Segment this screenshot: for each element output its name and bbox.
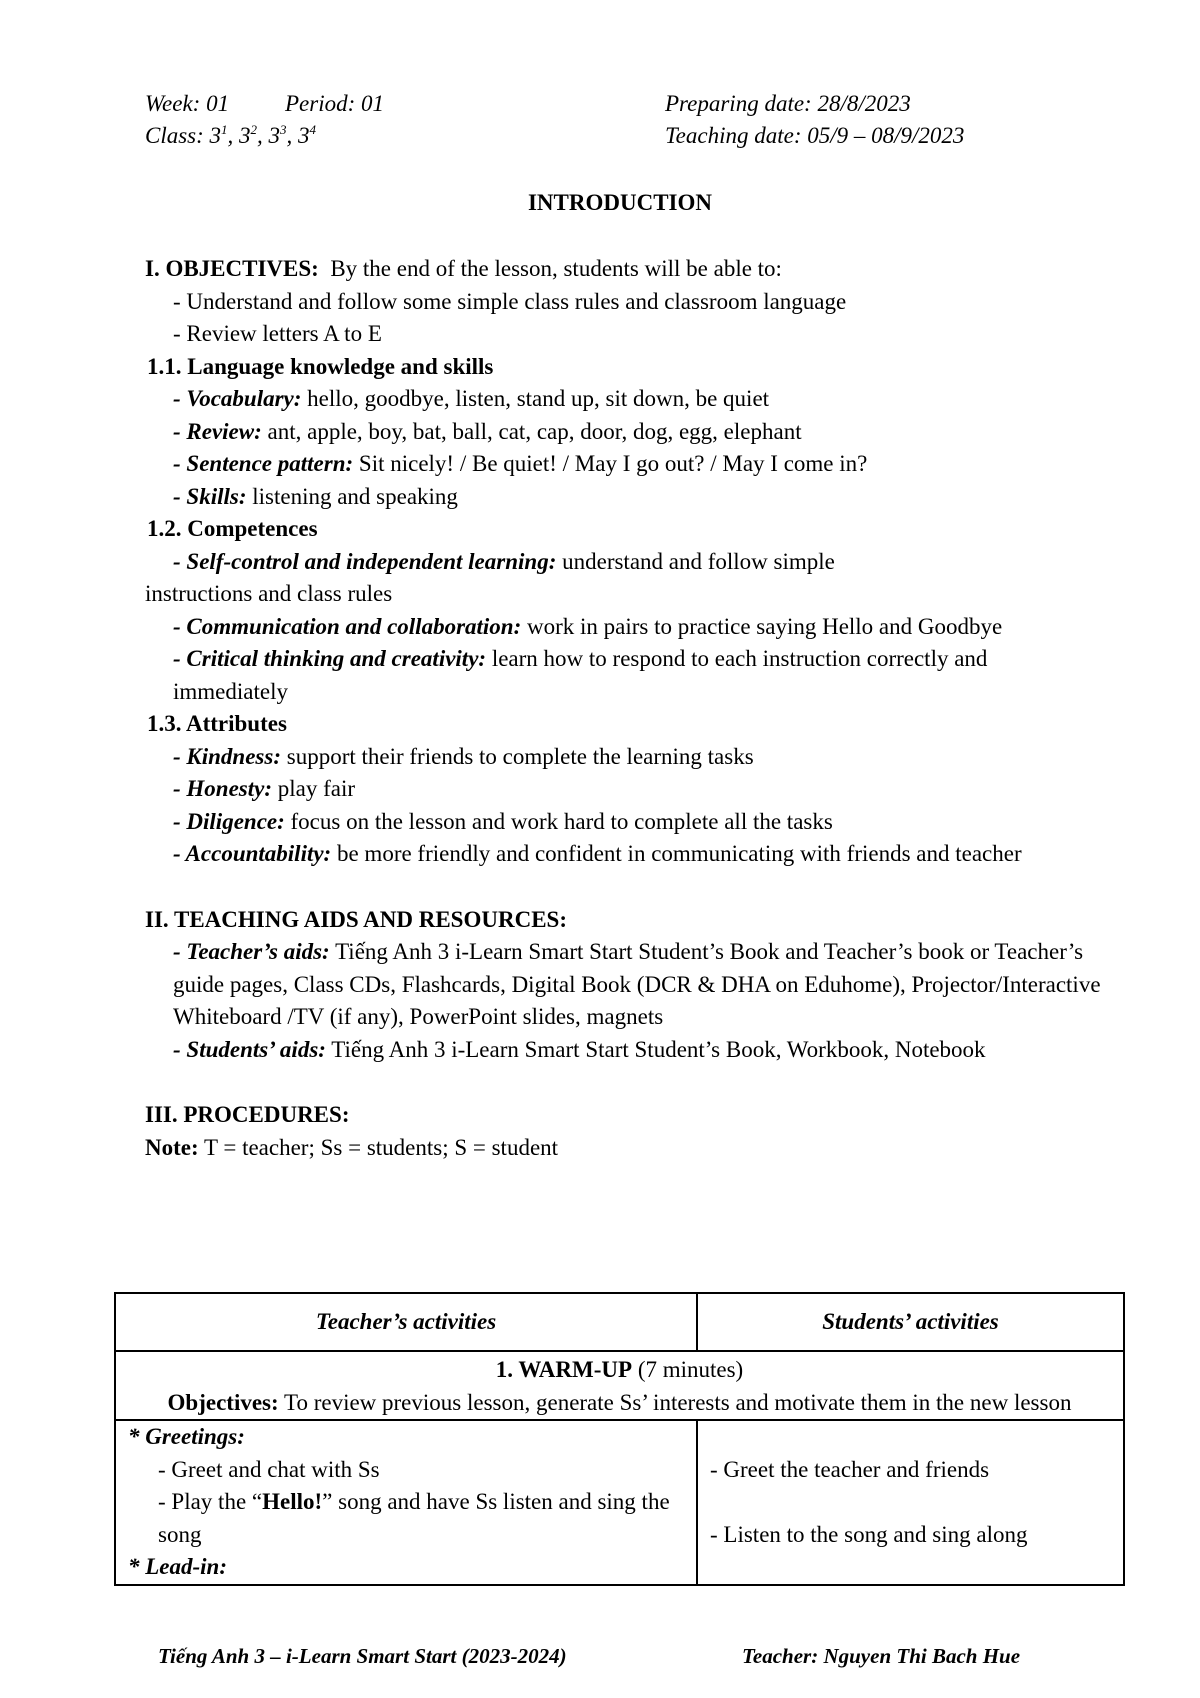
- song-name: Hello!: [262, 1489, 323, 1514]
- warmup-time: (7 minutes): [632, 1357, 744, 1382]
- s13-item: [145, 838, 1113, 871]
- s12-item-label: - Communication and collaboration:: [173, 613, 522, 639]
- s11-item: [145, 448, 1105, 481]
- s13-item-label: - Diligence:: [173, 808, 285, 834]
- s13-item-text: support their friends to complete the learning tasks: [281, 743, 754, 769]
- s13-item-label: - Kindness:: [173, 743, 281, 769]
- preparing-date: Preparing date: 28/8/2023: [665, 91, 911, 116]
- s12-item-label: - Critical thinking and creativity:: [173, 646, 487, 671]
- teacher-activities-cell: [115, 1420, 697, 1585]
- s11-item-text: Sit nicely! / Be quiet! / May I go out? / May I come in?: [353, 451, 868, 476]
- table-header-row: [115, 1293, 1124, 1351]
- s11-item: [145, 481, 1105, 514]
- objectives-heading: I. OBJECTIVES:: [145, 256, 319, 281]
- s12-item-3: [145, 643, 1053, 708]
- students-aids: [145, 1034, 1103, 1067]
- period-label: Period: 01: [285, 91, 385, 116]
- procedures-table: [114, 1292, 1125, 1586]
- s13-item: [145, 806, 1105, 839]
- student-activity-item: - Greet the teacher and friends: [710, 1456, 990, 1482]
- teaching-date: Teaching date: 05/9 – 08/9/2023: [665, 123, 965, 148]
- table-row: [115, 1420, 1124, 1585]
- teacher-aids-text: Tiếng Anh 3 i-Learn Smart Start Student’s Book and Teacher’s book or Teacher’s guide pages, Class CDs, Flashcards, Digital Book (DCR & DHA on Eduhome), Projector/Interactive Whiteboard /TV (if any), PowerPoint slides, magnets: [173, 939, 1101, 1029]
- s12-item-text: work in pairs to practice saying Hello and Goodbye: [521, 613, 1003, 639]
- s11-item-label: - Skills:: [173, 483, 247, 509]
- students-activities-header: Students’ activities: [697, 1293, 1124, 1351]
- document-body: [145, 253, 1105, 1164]
- s13-item-label: - Honesty:: [173, 776, 273, 801]
- t-item-post: ” song and have Ss listen and sing the song: [158, 1489, 670, 1547]
- procedures-heading: III. PROCEDURES:: [145, 1102, 350, 1127]
- class-sup-3: 3: [280, 122, 287, 137]
- students-activities-cell: [697, 1420, 1124, 1585]
- s11-item: [145, 416, 1105, 449]
- students-aids-text: Tiếng Anh 3 i-Learn Smart Start Student’s Book, Workbook, Notebook: [325, 1036, 986, 1062]
- warmup-objectives-text: To review previous lesson, generate Ss’ interests and motivate them in the new lesson: [278, 1389, 1072, 1415]
- class-sup-2: 2: [250, 122, 258, 137]
- s13-item-label: - Accountability:: [173, 841, 332, 866]
- teacher-activity-item: [128, 1486, 688, 1551]
- footer-teacher: Teacher: Nguyen Thi Bach Hue: [742, 1644, 1021, 1668]
- class-sup-1: 1: [221, 122, 228, 137]
- objective-item: - Understand and follow some simple class rules and classroom language: [173, 288, 847, 314]
- document-title: INTRODUCTION: [527, 190, 713, 215]
- s11-item-label: - Sentence pattern:: [173, 451, 354, 476]
- s12-item-2: [145, 611, 1103, 644]
- section-1-2-heading: 1.2. Competences: [147, 516, 318, 541]
- class-sup-4: 4: [309, 122, 317, 137]
- s12-item-text: learn how to respond to each instruction correctly and immediately: [173, 646, 988, 704]
- note-label: Note:: [145, 1134, 199, 1160]
- objectives-heading-line: [145, 253, 1105, 286]
- s13-item: [145, 741, 1105, 774]
- footer-book-title: Tiếng Anh 3 – i-Learn Smart Start (2023-2024): [158, 1644, 567, 1668]
- s11-item-text: hello, goodbye, listen, stand up, sit down, be quiet: [301, 386, 770, 411]
- aids-heading: II. TEACHING AIDS AND RESOURCES:: [145, 906, 567, 932]
- s12-item-text: understand and follow simple: [556, 548, 835, 574]
- s13-item-text: focus on the lesson and work hard to complete all the tasks: [284, 808, 833, 834]
- section-1-1-heading: 1.1. Language knowledge and skills: [147, 353, 494, 379]
- s11-item-label: - Vocabulary:: [173, 386, 302, 411]
- warmup-section-row: [115, 1351, 1124, 1420]
- teacher-aids: [145, 936, 1113, 1034]
- students-aids-label: - Students’ aids:: [173, 1036, 326, 1062]
- teacher-aids-label: - Teacher’s aids:: [173, 939, 330, 964]
- s11-item-text: listening and speaking: [246, 483, 458, 509]
- s13-item-text: be more friendly and confident in communicating with friends and teacher: [331, 841, 1022, 866]
- note-text: T = teacher; Ss = students; S = student: [198, 1134, 559, 1160]
- s12-item-label: - Self-control and independent learning:: [173, 548, 557, 574]
- s12-item-1-cont: instructions and class rules: [145, 581, 393, 606]
- student-activity-item: - Listen to the song and sing along: [710, 1521, 1028, 1547]
- teacher-activities-header: Teacher’s activities: [115, 1293, 697, 1351]
- warmup-objectives-label: Objectives:: [167, 1389, 279, 1415]
- week-label: Week: 01: [145, 91, 230, 116]
- s11-item-text: ant, apple, boy, bat, ball, cat, cap, door, dog, egg, elephant: [261, 418, 802, 444]
- greetings-label: * Greetings:: [128, 1424, 245, 1449]
- procedures-note: [145, 1132, 1105, 1165]
- leadin-label: * Lead-in:: [128, 1554, 228, 1579]
- class-label: Class: $3^1$, $3^2$, $3^3$, $3^4$: [145, 122, 317, 148]
- objectives-intro: By the end of the lesson, students will be able to:: [330, 256, 782, 281]
- s13-item-text: play fair: [272, 776, 356, 801]
- s13-item: [145, 773, 1105, 806]
- s11-item-label: - Review:: [173, 418, 262, 444]
- teacher-activity-item: - Greet and chat with Ss: [158, 1456, 380, 1482]
- objective-item: - Review letters A to E: [173, 321, 382, 346]
- class-prefix: Class: 3: [145, 123, 222, 148]
- section-1-3-heading: 1.3. Attributes: [147, 711, 287, 736]
- t-item-pre: - Play the “: [158, 1489, 263, 1514]
- s11-item: [145, 383, 1105, 416]
- s12-item-1: [145, 546, 1105, 579]
- warmup-title: 1. WARM-UP: [495, 1357, 633, 1382]
- warmup-section: [115, 1351, 1124, 1420]
